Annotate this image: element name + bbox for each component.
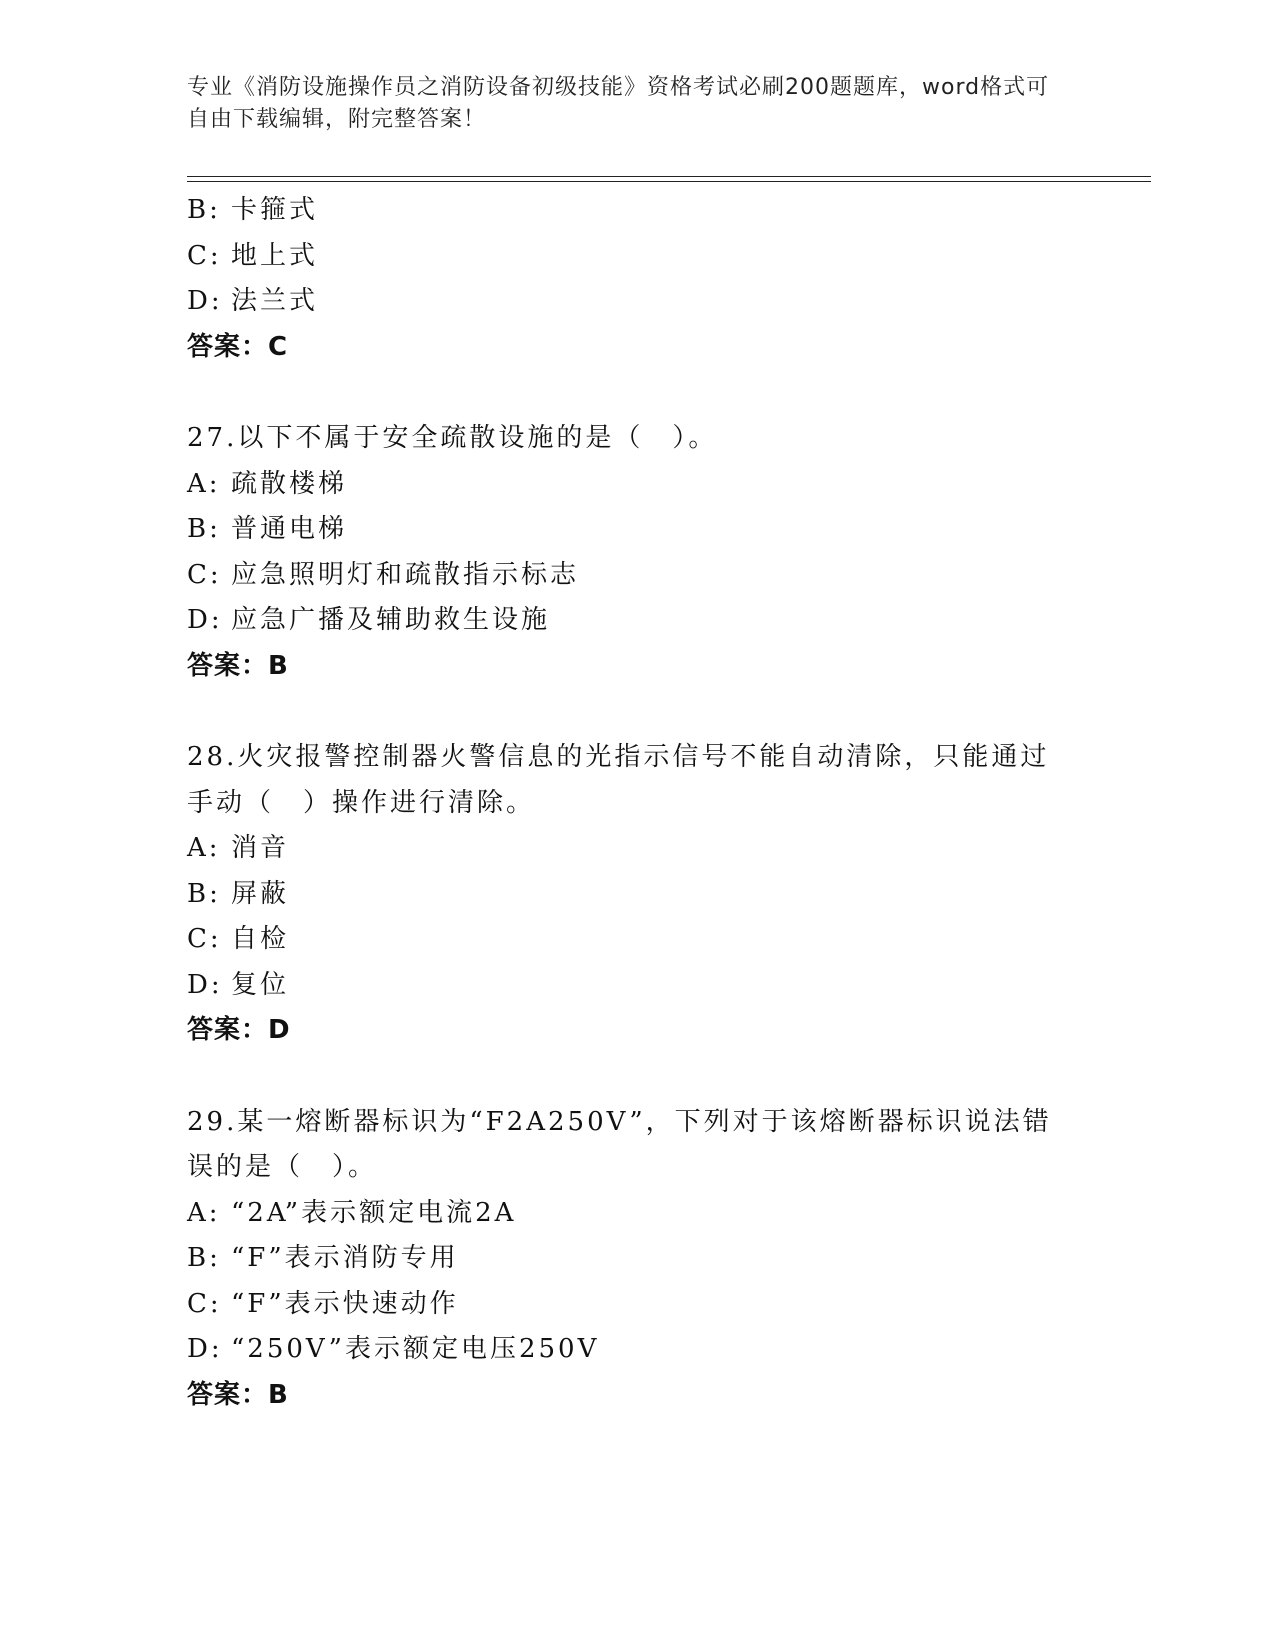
spacer [187,1054,1087,1100]
option-letter: A: [187,833,221,863]
option-letter: C: [187,240,222,271]
option-a [187,826,1087,872]
answer-line: 答案：B [187,1379,289,1410]
option-text: 消音 [231,833,290,863]
option-letter: A: [187,468,221,499]
header-rule-bottom [187,181,1151,182]
option-letter: B: [187,195,221,225]
option-text: “2A”表示额定电流2A [231,1197,517,1228]
option-d [187,1327,1087,1373]
answer-line: 答案：B [187,650,289,681]
question-stem: 28.火灾报警控制器火警信息的光指示信号不能自动清除，只能通过手动（ ）操作进行清除。 [187,742,1050,818]
option-text: 应急照明灯和疏散指示标志 [231,559,580,590]
option-c [187,234,1087,280]
option-text: 法兰式 [231,286,319,316]
option-text: “F”表示消防专用 [231,1243,459,1273]
option-c [187,917,1087,963]
option-letter: C: [187,924,222,954]
option-text: “F”表示快速动作 [231,1288,459,1319]
option-text: 自检 [231,924,290,954]
option-b [187,1236,1087,1282]
option-letter: B: [187,1243,221,1273]
option-a [187,1191,1087,1237]
option-b [187,872,1087,918]
header-text: 专业《消防设施操作员之消防设备初级技能》资格考试必刷200题题库，word格式可自由下载编辑，附完整答案！ [187,75,1050,132]
question-26-continuation [187,188,1087,370]
option-letter: D: [187,605,223,635]
question-27 [187,416,1087,689]
question-28 [187,735,1087,1054]
option-text: 卡箍式 [231,195,319,225]
document-body [187,188,1087,1418]
option-text: 复位 [231,969,290,1000]
option-b [187,507,1087,553]
option-letter: D: [187,969,223,1000]
option-d [187,963,1087,1009]
option-letter: A: [187,1197,221,1228]
option-letter: D: [187,286,223,316]
option-c [187,1282,1087,1328]
option-d [187,598,1087,644]
option-letter: B: [187,878,221,909]
answer-line: 答案：D [187,1015,291,1045]
option-letter: B: [187,514,221,544]
spacer [187,370,1087,416]
option-b [187,188,1087,234]
option-text: 疏散楼梯 [231,468,348,499]
option-c [187,553,1087,599]
option-text: 地上式 [231,240,319,271]
question-stem: 27.以下不属于安全疏散设施的是（ ）。 [187,423,718,453]
option-letter: C: [187,559,222,590]
document-header [187,72,1067,136]
option-text: 应急广播及辅助救生设施 [231,605,551,635]
option-text: 普通电梯 [231,514,348,544]
question-29 [187,1100,1087,1419]
spacer [187,689,1087,735]
question-stem: 29.某一熔断器标识为“F2A250V”，下列对于该熔断器标识说法错误的是（ ）。 [187,1106,1052,1182]
option-text: “250V”表示额定电压250V [231,1334,600,1364]
answer-line: 答案：C [187,331,289,362]
header-rule-top [187,176,1151,177]
option-d [187,279,1087,325]
option-text: 屏蔽 [231,878,290,909]
option-a [187,462,1087,508]
option-letter: D: [187,1334,223,1364]
option-letter: C: [187,1288,222,1319]
